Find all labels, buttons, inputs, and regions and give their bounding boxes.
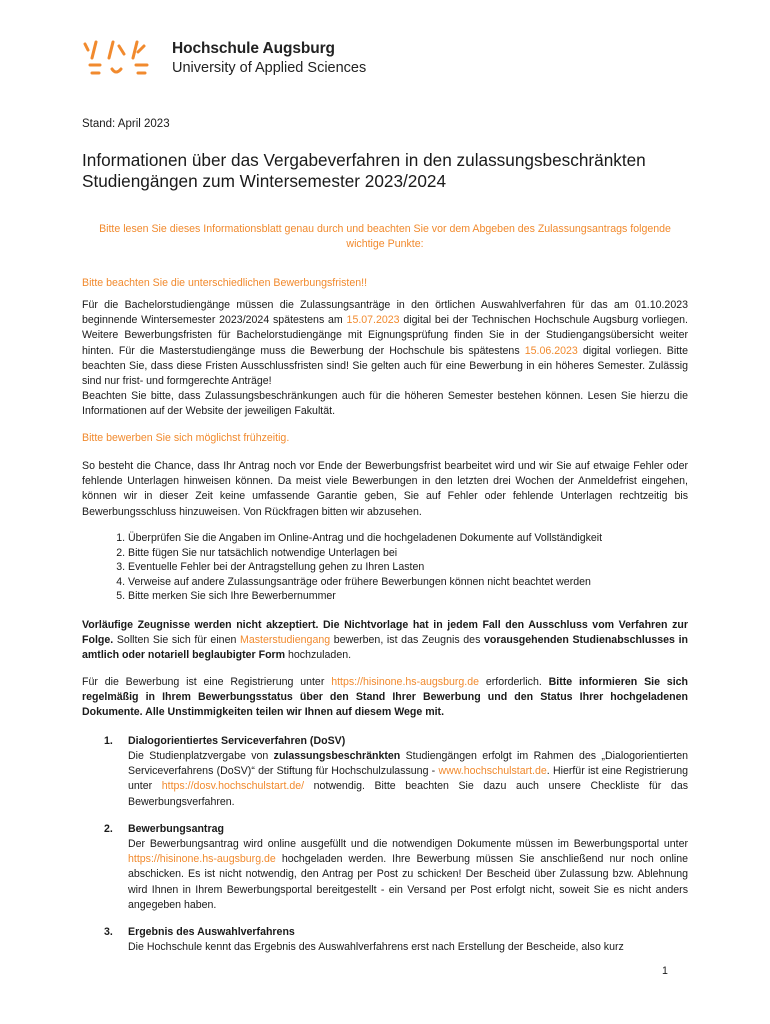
deadlines-paragraph (82, 298, 688, 420)
step-body (128, 749, 688, 810)
text: . Hierfür ist eine Registrierung unter (128, 765, 688, 793)
list-item: 1. Überprüfen Sie die Angaben im Online-Antrag und die hochgeladenen Dokumente auf Vollständigkeit (128, 531, 728, 546)
bachelor-deadline: 15.07.2023 (346, 314, 400, 327)
document-date: Stand: April 2023 (82, 118, 170, 130)
section-heading-deadlines: Bitte beachten Sie die unterschiedlichen Bewerbungsfristen!! (82, 277, 368, 289)
text: Vorläufige Zeugnisse werden nicht akzeptiert. Die Nichtvorlage hat in jedem Fall den Ausschluss vom Verfahren zur Folge. (82, 619, 688, 647)
page-title: Informationen über das Vergabeverfahren in den zulassungsbeschränkten Studiengängen zum Wintersemester 2023/2024 (82, 150, 646, 191)
text: hochzuladen. (285, 649, 352, 662)
intro-note: Bitte lesen Sie dieses Informationsblatt genau durch und beachten Sie vor dem Abgeben des Zulassungsantrags folgende wichtige Punkte: (99, 223, 671, 250)
list-item: 2. Bitte fügen Sie nur tatsächlich notwendige Unterlagen bei (128, 546, 728, 561)
page-number: 1 (662, 965, 668, 977)
text: digital vorliegen. Bitte beachten Sie, dass diese Fristen Ausschlussfristen sind! Sie gelten auch für eine Bewerbung in ein höheres Semester. Zulässig sind nur frist- und formgerechte Anträge! (82, 344, 688, 388)
logo-mark-icon (82, 38, 162, 82)
step-body (128, 837, 688, 913)
certificates-paragraph (82, 618, 688, 664)
step-title: Dialogorientiertes Serviceverfahren (DoSV) (128, 735, 346, 747)
text: bewerben, ist das Zeugnis des (330, 634, 485, 647)
master-link[interactable]: Masterstudiengang (240, 634, 331, 647)
text: erforderlich. (479, 676, 549, 688)
text: notwendig. Bitte beachten Sie dazu auch unsere Checkliste für das Bewerbungsverfahren. (128, 780, 689, 808)
procedure-steps (82, 734, 688, 974)
step-title: Ergebnis des Auswahlverfahrens (128, 926, 295, 938)
text: Für die Bewerbung ist eine Registrierung unter (82, 676, 332, 688)
text: vorausgehenden Studienabschlusses in amtlich oder notariell beglaubigter Form (82, 634, 688, 662)
text: Die Studienplatzvergabe von (128, 750, 274, 762)
text: zulassungsbeschränkten (273, 750, 401, 762)
hisinone-portal-link[interactable]: https://hisinone.hs-augsburg.de (128, 853, 276, 866)
semester-note: Beachten Sie bitte, dass Zulassungsbeschränkungen auch für die höheren Semester bestehen können. Lesen Sie hierzu die Informationen auf der Website der jeweiligen Fakultät. (82, 390, 688, 418)
step-number: 3. (104, 926, 113, 938)
logo-name: Hochschule Augsburg (172, 40, 335, 57)
step-body: Die Hochschule kennt das Ergebnis des Auswahlverfahrens erst nach Erstellung der Bescheide, also kurz (128, 941, 624, 953)
step-title: Bewerbungsantrag (128, 823, 224, 835)
list-item: 3. Eventuelle Fehler bei der Antragstellung gehen zu Ihren Lasten (128, 560, 728, 575)
list-item: 5. Bitte merken Sie sich Ihre Bewerbernummer (128, 589, 728, 604)
step-number: 2. (104, 823, 113, 835)
registration-paragraph (82, 675, 688, 721)
list-item: 4. Verweise auf andere Zulassungsanträge oder frühere Bewerbungen können nicht beachtet werden (128, 575, 728, 590)
step-number: 1. (104, 735, 113, 747)
dosv-link[interactable]: https://dosv.hochschulstart.de/ (161, 780, 305, 793)
section-heading-early: Bitte bewerben Sie sich möglichst frühzeitig. (82, 432, 290, 444)
hisinone-link[interactable]: https://hisinone.hs-augsburg.de (331, 676, 480, 688)
text: Für die Bachelorstudiengänge müssen die Zulassungsanträge in den örtlichen Auswahlverfahren für das am 01.10.2023 beginnende Wintersemester 2023/2024 spätestens am (82, 299, 688, 327)
text: Sollten Sie sich für einen (113, 634, 241, 647)
text: Studiengängen erfolgt im Rahmen des „Dialogorientierten Serviceverfahrens (DoSV)“ der Stiftung für Hochschulzulassung - (128, 750, 688, 778)
text: digital bei der Technischen Hochschule Augsburg vorliegen. Weitere Bewerbungsfristen für Bachelorstudiengänge mit Eignungsprüfung finden Sie in der Studiengangsübersicht weiter hinten. Für die Masterstudiengänge muss die Bewerbung der Hochschule bis spätestens (82, 314, 688, 357)
checklist (82, 531, 728, 604)
early-application-paragraph: So besteht die Chance, dass Ihr Antrag noch vor Ende der Bewerbungsfrist bearbeitet wird und wir Sie auf etwaige Fehler oder fehlende Unterlagen hinweisen können. Da meist viele Bewerbungen in den letzten drei Wochen der Anmeldefrist eingehen, können wir in dieser Zeit keine umfassende Garantie geben, Sie auf Fehler oder fehlende Unterlagen rechtzeitig bis Bewerbungsschluss hinzuweisen. Von Rückfragen bitten wir abzusehen. (82, 460, 688, 518)
master-deadline: 15.06.2023 (524, 344, 578, 357)
hochschulstart-link[interactable]: www.hochschulstart.de (438, 765, 547, 778)
text: Bitte informieren Sie sich regelmäßig in Ihrem Bewerbungsstatus über den Stand Ihrer Bewerbung und den Status Ihrer hochgeladenen Dokumente. Alle Unstimmigkeiten teilen wir Ihnen auf diesem Wege mit. (82, 676, 689, 719)
text: Der Bewerbungsantrag wird online ausgefüllt und die notwendigen Dokumente müssen im Bewerbungsportal unter (128, 838, 688, 850)
text: hochgeladen werden. Ihre Bewerbung müssen Sie anschließend nur noch online abschicken. Es ist nicht notwendig, den Antrag per Post zu schicken! Der Bescheid über Zulassung bzw. Ablehnung wird Ihnen in Ihrem Bewerbungsportal bereitgestellt - ein Versand per Post erfolgt nicht, soweit Sie es nicht anders angegeben haben. (128, 853, 688, 911)
logo-subtitle: University of Applied Sciences (172, 60, 367, 76)
university-logo (82, 38, 382, 82)
